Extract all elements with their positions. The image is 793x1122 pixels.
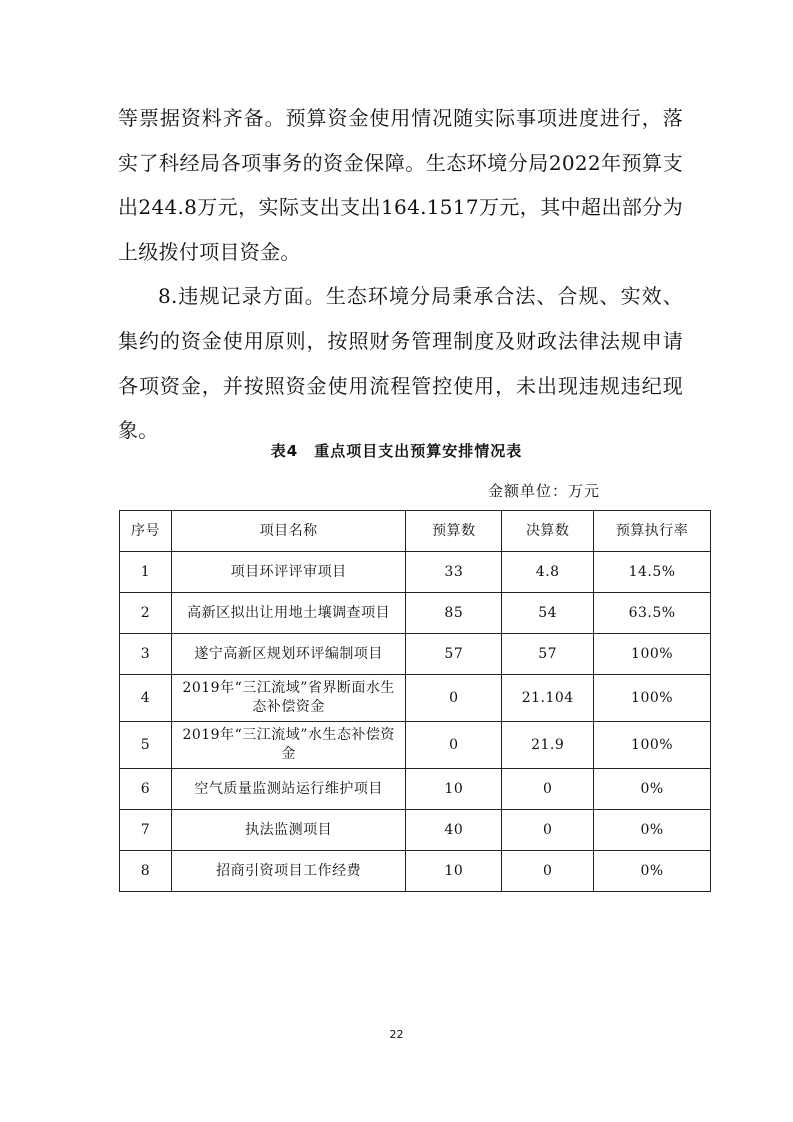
table-row — [120, 552, 711, 593]
cell-project-name: 遂宁高新区规划环评编制项目 — [171, 634, 406, 675]
cell-project-name: 高新区拟出让用地土壤调查项目 — [171, 593, 406, 634]
cell-project-name: 执法监测项目 — [171, 810, 406, 851]
header-execution-rate: 预算执行率 — [594, 511, 711, 552]
cell-execution-rate: 100% — [594, 634, 711, 675]
table-row — [120, 634, 711, 675]
cell-final-account: 57 — [502, 634, 594, 675]
table-row — [120, 722, 711, 769]
header-budget: 预算数 — [406, 511, 502, 552]
cell-execution-rate: 0% — [594, 851, 711, 892]
header-project-name: 项目名称 — [171, 511, 406, 552]
cell-budget: 85 — [406, 593, 502, 634]
body-text — [118, 96, 683, 453]
cell-final-account: 0 — [502, 769, 594, 810]
cell-index: 5 — [120, 722, 172, 769]
cell-budget: 0 — [406, 675, 502, 722]
cell-index: 7 — [120, 810, 172, 851]
cell-project-name: 招商引资项目工作经费 — [171, 851, 406, 892]
cell-final-account: 21.104 — [502, 675, 594, 722]
cell-budget: 10 — [406, 769, 502, 810]
paragraph-violation-record: 8.违规记录方面。生态环境分局秉承合法、合规、实效、集约的资金使用原则，按照财务管理制度及财政法律法规申请各项资金，并按照资金使用流程管控使用，未出现违规违纪现象。 — [118, 284, 683, 443]
cell-budget: 40 — [406, 810, 502, 851]
cell-execution-rate: 100% — [594, 722, 711, 769]
budget-table — [119, 510, 711, 892]
table-row — [120, 593, 711, 634]
cell-project-name: 项目环评评审项目 — [171, 552, 406, 593]
cell-project-name: 空气质量监测站运行维护项目 — [171, 769, 406, 810]
cell-execution-rate: 0% — [594, 769, 711, 810]
cell-index: 4 — [120, 675, 172, 722]
cell-execution-rate: 63.5% — [594, 593, 711, 634]
table-row — [120, 769, 711, 810]
cell-final-account: 54 — [502, 593, 594, 634]
cell-budget: 10 — [406, 851, 502, 892]
cell-budget: 0 — [406, 722, 502, 769]
table-row — [120, 675, 711, 722]
cell-execution-rate: 14.5% — [594, 552, 711, 593]
page-number: 22 — [389, 1028, 404, 1041]
header-index: 序号 — [120, 511, 172, 552]
table-row — [120, 851, 711, 892]
cell-final-account: 4.8 — [502, 552, 594, 593]
cell-index: 1 — [120, 552, 172, 593]
table-title: 表4 重点项目支出预算安排情况表 — [270, 442, 523, 460]
cell-final-account: 21.9 — [502, 722, 594, 769]
cell-final-account: 0 — [502, 851, 594, 892]
cell-execution-rate: 0% — [594, 810, 711, 851]
table-row — [120, 810, 711, 851]
cell-project-name: 2019年“三江流域”水生态补偿资金 — [171, 722, 406, 769]
header-final-account: 决算数 — [502, 511, 594, 552]
cell-index: 2 — [120, 593, 172, 634]
cell-index: 3 — [120, 634, 172, 675]
cell-index: 6 — [120, 769, 172, 810]
cell-final-account: 0 — [502, 810, 594, 851]
cell-project-name: 2019年“三江流域”省界断面水生态补偿资金 — [171, 675, 406, 722]
cell-execution-rate: 100% — [594, 675, 711, 722]
cell-budget: 57 — [406, 634, 502, 675]
paragraph-budget-execution: 等票据资料齐备。预算资金使用情况随实际事项进度进行，落实了科经局各项事务的资金保障。生态环境分局2022年预算支出244.8万元，实际支出支出164.1517万元，其中超出部分为上级拨付项目资金。 — [118, 106, 683, 264]
cell-budget: 33 — [406, 552, 502, 593]
amount-unit: 金额单位：万元 — [488, 482, 601, 500]
cell-index: 8 — [120, 851, 172, 892]
table-header-row — [120, 511, 711, 552]
